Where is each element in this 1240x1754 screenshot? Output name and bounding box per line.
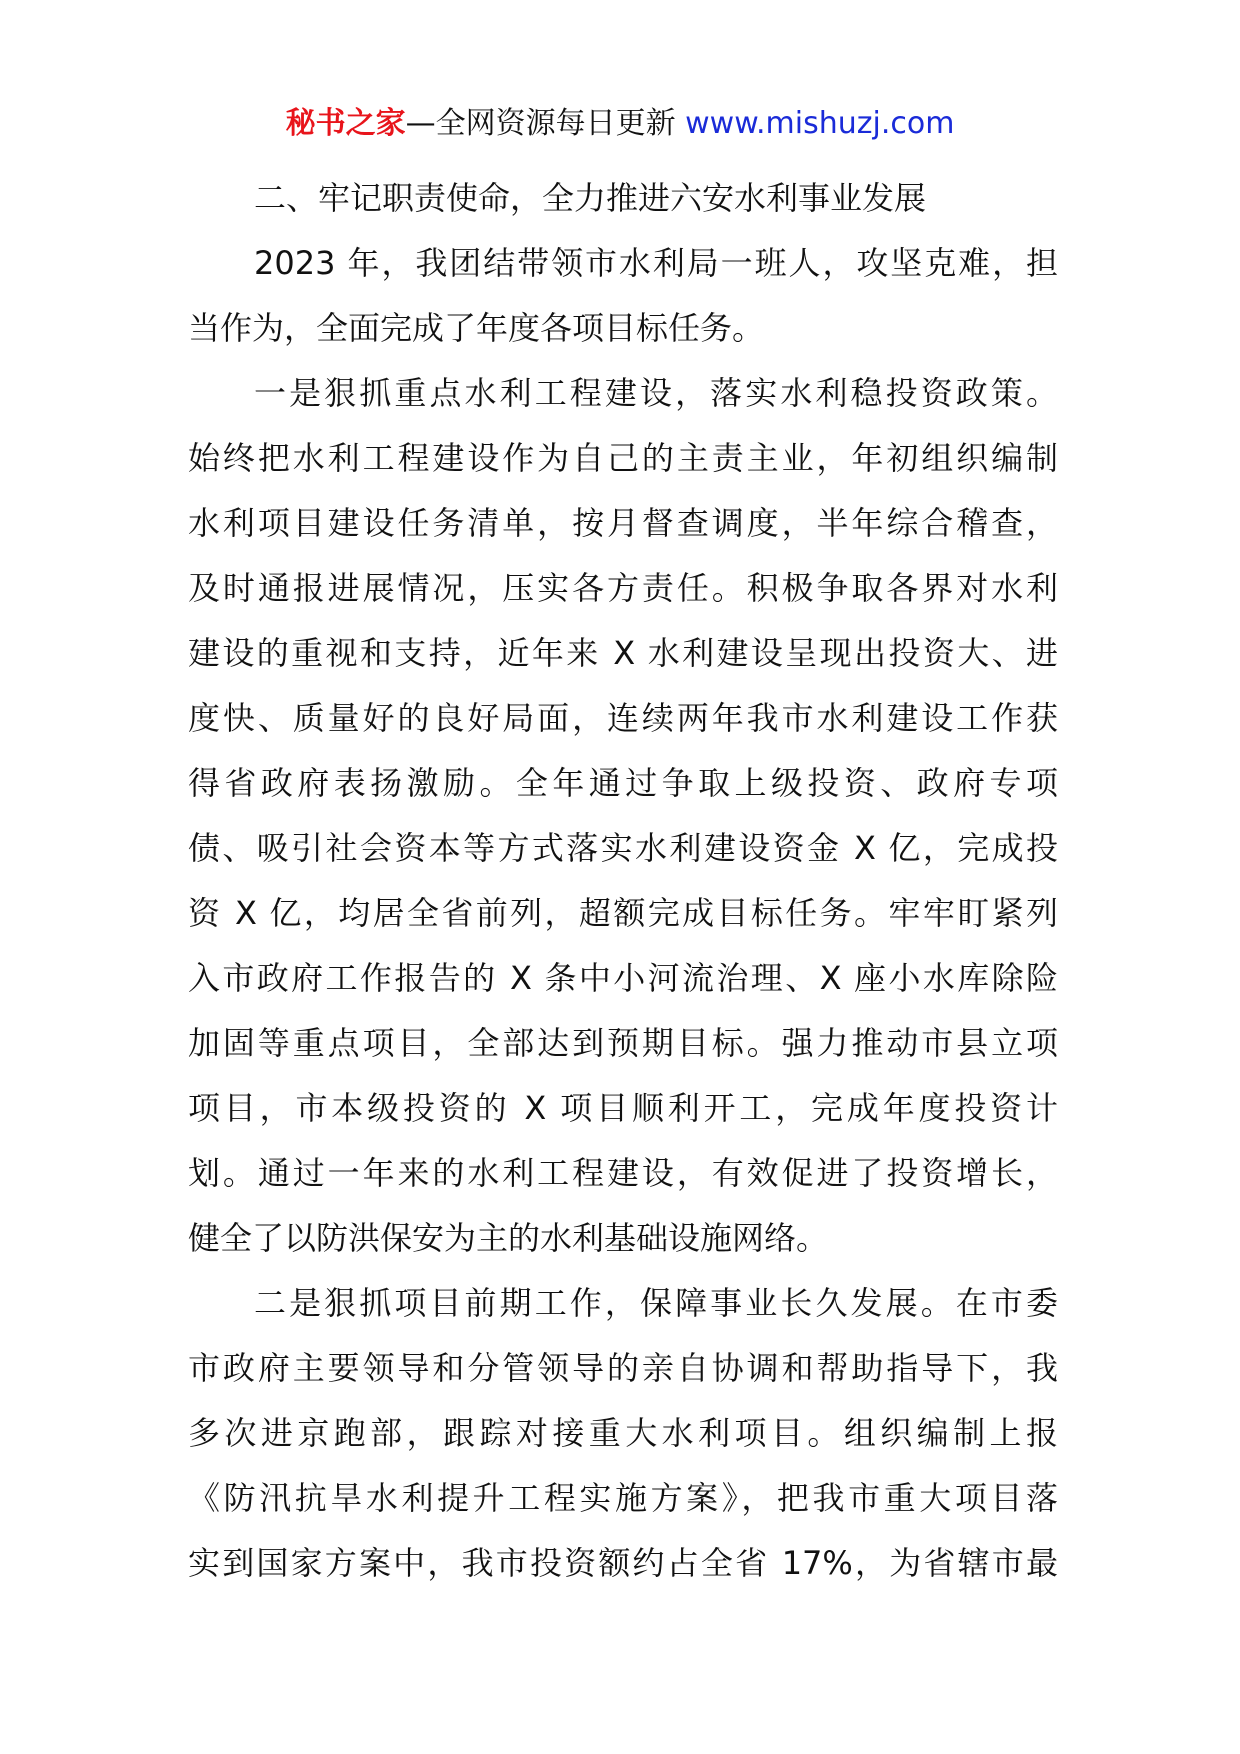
paragraph-line: 始终把水利工程建设作为自己的主责主业，年初组织编制 xyxy=(188,439,1058,477)
paragraph-line: 得省政府表扬激励。全年通过争取上级投资、政府专项 xyxy=(188,764,1058,802)
paragraph-line: 多次进京跑部，跟踪对接重大水利项目。组织编制上报 xyxy=(188,1414,1058,1452)
site-brand: 秘书之家 xyxy=(285,106,406,141)
paragraph-line: 加固等重点项目，全部达到预期目标。强力推动市县立项 xyxy=(188,1024,1058,1062)
section-heading: 二、牢记职责使命，全力推进六安水利事业发展 xyxy=(254,179,927,217)
paragraph-line: 二是狠抓项目前期工作，保障事业长久发展。在市委 xyxy=(254,1284,1058,1322)
document-body xyxy=(188,166,1058,1596)
paragraph-line: 健全了以防洪保安为主的水利基础设施网络。 xyxy=(188,1219,829,1257)
paragraph-line: 及时通报进展情况，压实各方责任。积极争取各界对水利 xyxy=(188,569,1058,607)
paragraph-line: 资 X 亿，均居全省前列，超额完成目标任务。牢牢盯紧列 xyxy=(188,894,1058,932)
paragraph-line: 2023 年，我团结带领市水利局一班人，攻坚克难，担 xyxy=(254,244,1058,282)
paragraph-line: 一是狠抓重点水利工程建设，落实水利稳投资政策。 xyxy=(254,374,1058,412)
paragraph-line: 市政府主要领导和分管领导的亲自协调和帮助指导下，我 xyxy=(188,1349,1058,1387)
paragraph-line: 入市政府工作报告的 X 条中小河流治理、X 座小水库除险 xyxy=(188,959,1058,997)
paragraph-line: 项目，市本级投资的 X 项目顺利开工，完成年度投资计 xyxy=(188,1089,1058,1127)
paragraph-line: 当作为，全面完成了年度各项目标任务。 xyxy=(188,309,765,347)
paragraph-line: 度快、质量好的良好局面，连续两年我市水利建设工作获 xyxy=(188,699,1058,737)
site-url-link[interactable]: www.mishuzj.com xyxy=(685,106,955,141)
paragraph-line: 实到国家方案中，我市投资额约占全省 17%，为省辖市最 xyxy=(188,1544,1058,1582)
site-header xyxy=(0,100,1240,148)
site-tagline: —全网资源每日更新 xyxy=(405,106,686,141)
paragraph-line: 划。通过一年来的水利工程建设，有效促进了投资增长， xyxy=(188,1154,1058,1192)
paragraph-line: 《防汛抗旱水利提升工程实施方案》，把我市重大项目落 xyxy=(188,1479,1058,1517)
paragraph-line: 债、吸引社会资本等方式落实水利建设资金 X 亿，完成投 xyxy=(188,829,1058,867)
paragraph-line: 水利项目建设任务清单，按月督查调度，半年综合稽查， xyxy=(188,504,1058,542)
paragraph-line: 建设的重视和支持，近年来 X 水利建设呈现出投资大、进 xyxy=(188,634,1058,672)
